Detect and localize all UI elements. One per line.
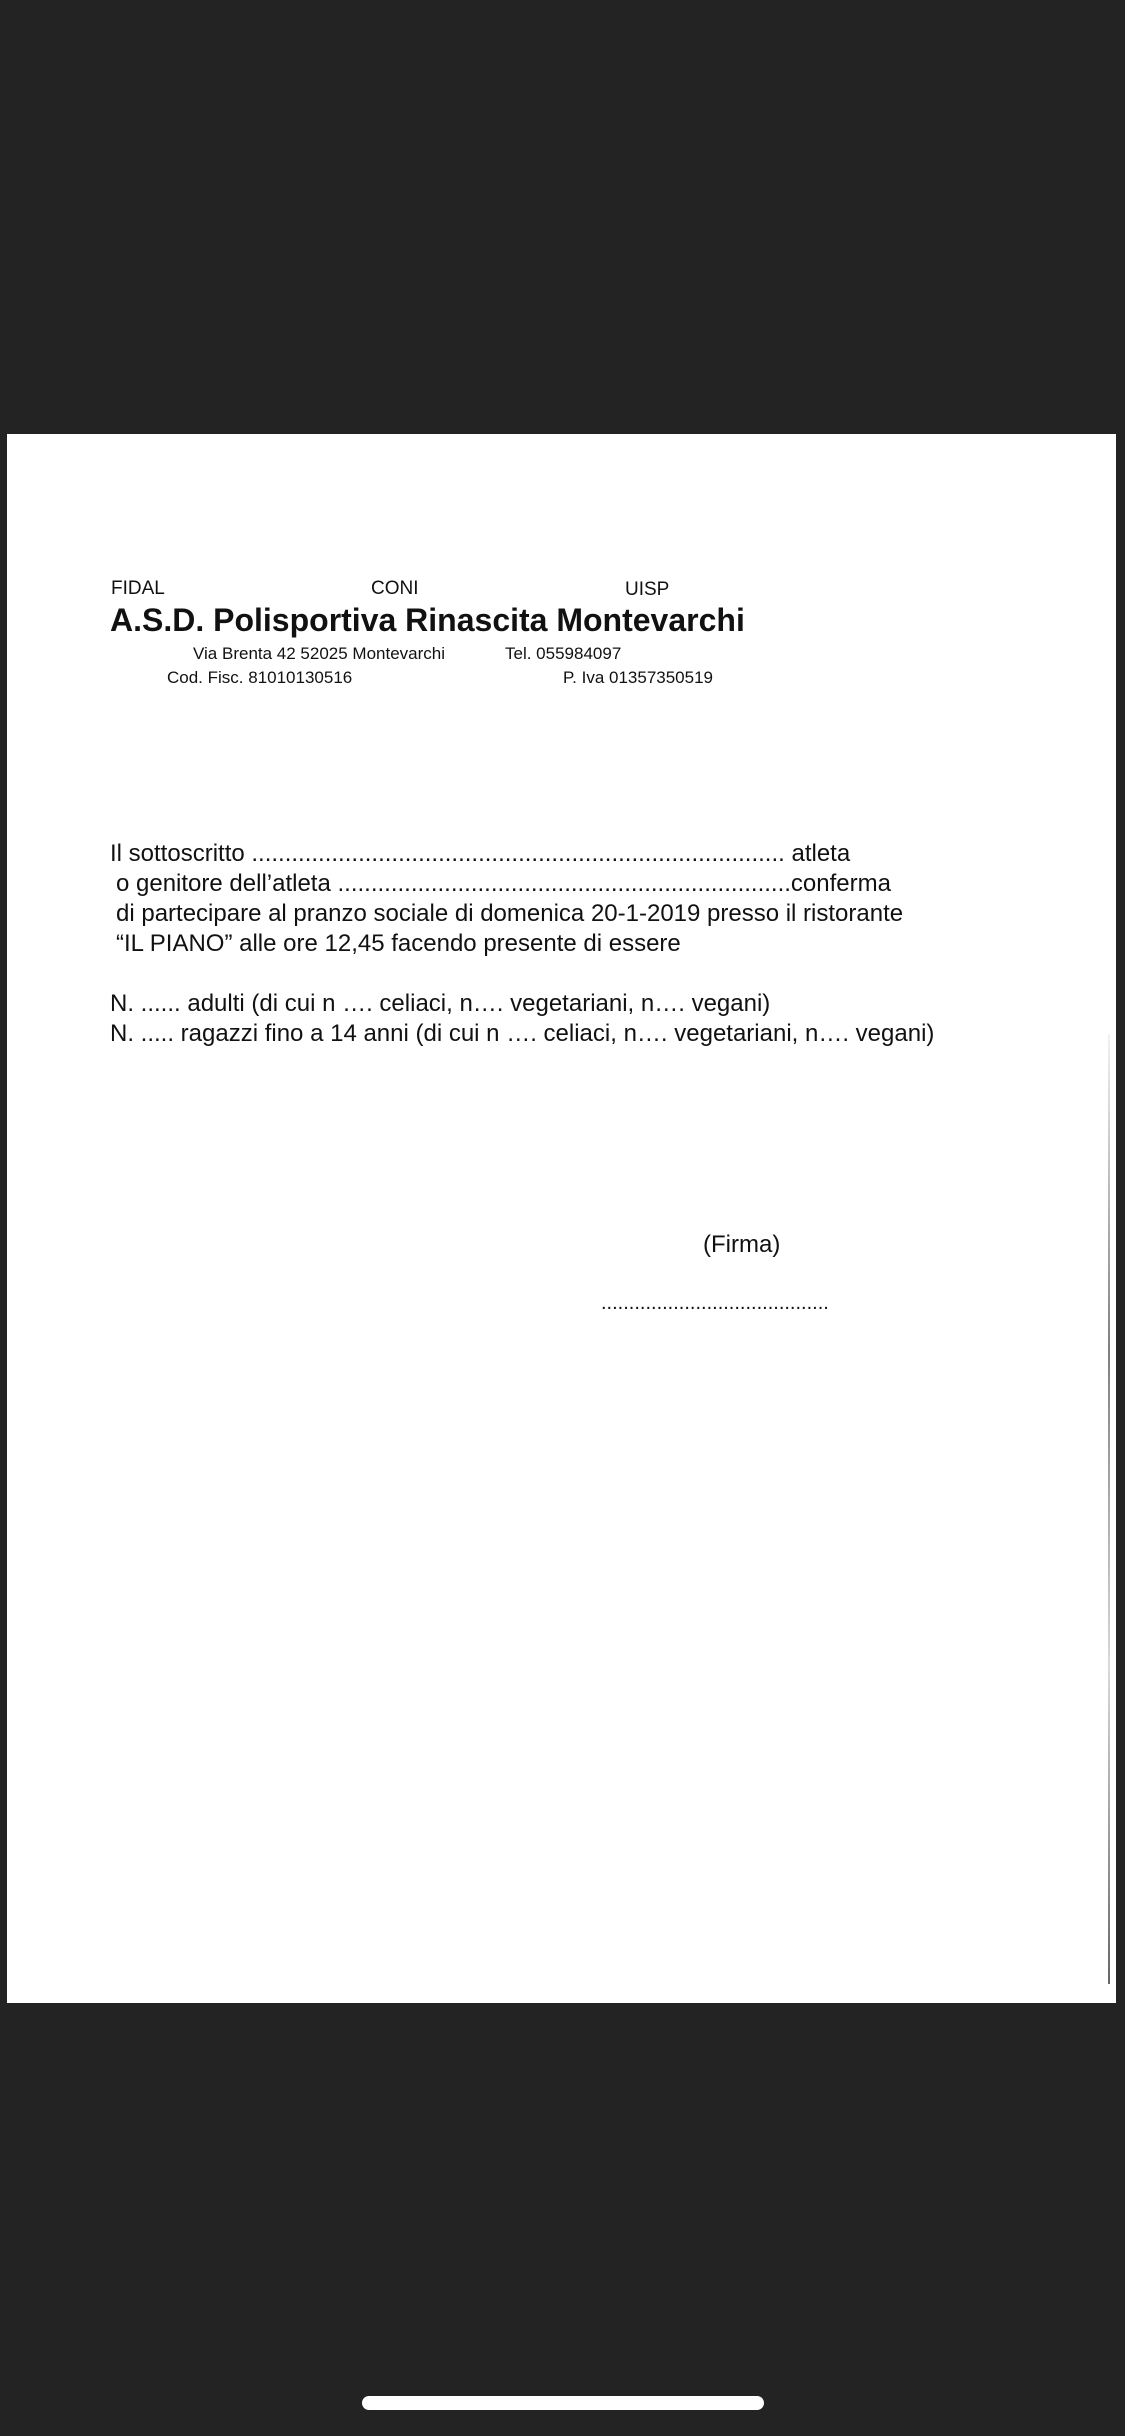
affiliation-uisp: UISP xyxy=(625,579,670,600)
form-line-undersigned: Il sottoscritto ................................................................................ atleta xyxy=(110,840,851,867)
organization-phone: Tel. 055984097 xyxy=(505,644,622,663)
signature-line: ......................................... xyxy=(601,1292,829,1314)
form-line-parent: o genitore dell’atleta ....................................................................conferma xyxy=(116,870,891,897)
organization-vat: P. Iva 01357350519 xyxy=(563,668,713,687)
form-line-children: N. ..... ragazzi fino a 14 anni (di cui n …. celiaci, n…. vegetariani, n…. vegani) xyxy=(110,1020,935,1047)
signature-label: (Firma) xyxy=(703,1231,781,1258)
home-indicator[interactable] xyxy=(362,2396,764,2410)
affiliation-fidal: FIDAL xyxy=(111,578,165,599)
form-line-adults: N. ...... adulti (di cui n …. celiaci, n…. vegetariani, n…. vegani) xyxy=(110,990,771,1017)
organization-name: A.S.D. Polisportiva Rinascita Montevarchi xyxy=(110,602,745,638)
scanned-document[interactable] xyxy=(7,434,1116,2003)
scan-edge-artifact xyxy=(1108,1034,1110,1984)
affiliation-coni: CONI xyxy=(371,578,419,599)
form-line-lunch: di partecipare al pranzo sociale di domenica 20-1-2019 presso il ristorante xyxy=(116,900,904,927)
organization-address: Via Brenta 42 52025 Montevarchi xyxy=(193,644,446,663)
form-line-restaurant: “IL PIANO” alle ore 12,45 facendo presente di essere xyxy=(116,930,681,957)
organization-tax-code: Cod. Fisc. 81010130516 xyxy=(167,668,353,687)
